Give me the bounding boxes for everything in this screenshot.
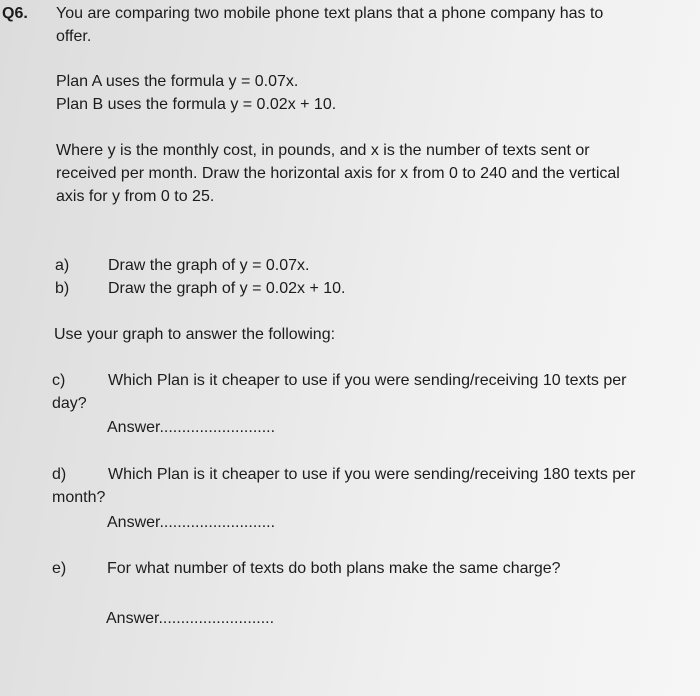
intro-line-1: You are comparing two mobile phone text plans that a phone company has to: [56, 5, 604, 22]
plan-a-formula: Plan A uses the formula y = 0.07x.: [56, 73, 299, 90]
part-c-label: c): [52, 372, 66, 389]
part-e-text: For what number of texts do both plans make the same charge?: [107, 560, 561, 577]
part-a-label: a): [55, 257, 70, 274]
part-c-answer-line: Answer..........................: [107, 419, 276, 436]
part-e-answer-line: Answer..........................: [106, 610, 275, 627]
part-c-text: Which Plan is it cheaper to use if you were sending/receiving 10 texts per: [108, 372, 627, 389]
part-d-answer-line: Answer..........................: [107, 514, 276, 531]
question-number: Q6.: [2, 5, 28, 22]
description-line-2: received per month. Draw the horizontal axis for x from 0 to 240 and the vertical: [56, 165, 620, 182]
part-b-text: Draw the graph of y = 0.02x + 10.: [108, 280, 346, 297]
part-e-label: e): [52, 560, 67, 577]
part-d-label: d): [52, 466, 67, 483]
plan-b-formula: Plan B uses the formula y = 0.02x + 10.: [56, 96, 337, 113]
description-line-1: Where y is the monthly cost, in pounds, and x is the number of texts sent or: [56, 142, 590, 159]
use-graph-instruction: Use your graph to answer the following:: [54, 326, 336, 343]
part-a-text: Draw the graph of y = 0.07x.: [108, 257, 310, 274]
part-d-text: Which Plan is it cheaper to use if you were sending/receiving 180 texts per: [108, 466, 636, 483]
intro-line-2: offer.: [56, 28, 92, 45]
part-c-text-continued: day?: [52, 395, 87, 412]
description-line-3: axis for y from 0 to 25.: [56, 188, 215, 205]
part-b-label: b): [55, 280, 70, 297]
part-d-text-continued: month?: [52, 489, 106, 506]
